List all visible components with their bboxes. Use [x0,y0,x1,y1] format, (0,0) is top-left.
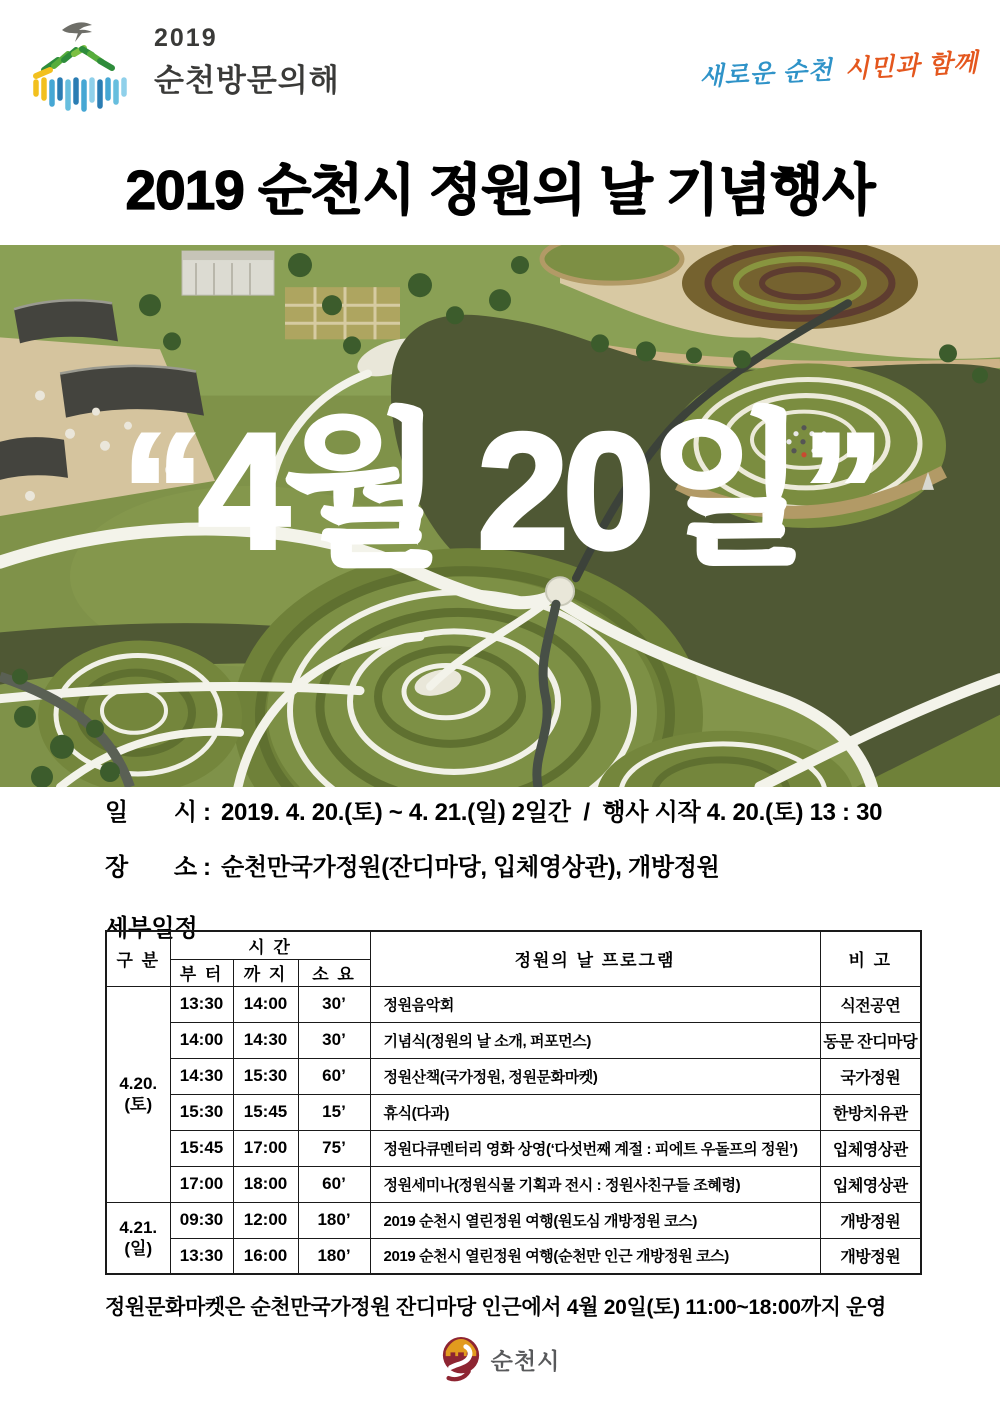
cell-note: 개방정원 [820,1238,921,1274]
table-header-row [106,931,921,959]
cell-program: 정원세미나(정원식물 기획과 전시 : 정원사친구들 조혜령) [370,1166,820,1202]
event-info [105,792,940,943]
visit-year-logo [24,16,340,112]
date-value: 2019. 4. 20.(토) ~ 4. 21.(일) 2일간 / 행사 시작 4. 20.(토) 13 : 30 [221,799,883,826]
cell-note: 개방정원 [820,1202,921,1238]
cell-from: 15:45 [170,1130,233,1166]
table-row [106,986,921,1022]
cell-from: 17:00 [170,1166,233,1202]
city-name: 순천시 [490,1347,561,1374]
cell-from: 14:30 [170,1058,233,1094]
city-slogan [698,43,979,94]
slogan-orange-text: 시민과 함께 [843,48,979,84]
header-to: 까 지 [233,959,298,986]
cell-from: 13:30 [170,1238,233,1274]
cell-from: 14:00 [170,1022,233,1058]
slogan-blue-text: 새로운 순천 [698,56,834,92]
table-row [106,1130,921,1166]
cell-duration: 15’ [298,1094,370,1130]
header-time: 시 간 [170,931,370,959]
place-colon: : [203,854,211,881]
schedule-table [105,930,922,1275]
cell-program: 기념식(정원의 날 소개, 퍼포먼스) [370,1022,820,1058]
cell-from: 13:30 [170,986,233,1022]
group-label-sun: 4.21. (일) [106,1202,170,1274]
footnote: 정원문화마켓은 순천만국가정원 잔디마당 인근에서 4월 20일(토) 11:00~18:00까지 운영 [105,1296,887,1319]
page-title: 2019 순천시 정원의 날 기념행사 [125,159,875,221]
cell-program: 정원음악회 [370,986,820,1022]
table-row [106,1022,921,1058]
cell-from: 15:30 [170,1094,233,1130]
place-label-char-1: 장 [105,854,129,881]
table-row [106,1058,921,1094]
cell-to: 15:30 [233,1058,298,1094]
visit-year-logo-icon [24,16,144,112]
cell-to: 18:00 [233,1166,298,1202]
cell-to: 17:00 [233,1130,298,1166]
cell-to: 16:00 [233,1238,298,1274]
event-date-line [105,792,940,827]
city-logo [0,1334,1000,1384]
date-label-char-2: 시 [173,799,197,826]
cell-note: 입체영상관 [820,1166,921,1202]
cell-duration: 180’ [298,1238,370,1274]
place-label-char-2: 소 [173,854,197,881]
event-place-line [105,847,940,882]
table-row [106,1202,921,1238]
cell-note: 식전공연 [820,986,921,1022]
hero-date-text: “4월 20일” [121,399,879,583]
crane-bird-icon [62,22,92,42]
cell-duration: 30’ [298,986,370,1022]
city-emblem-icon [440,1334,482,1384]
header-duration: 소 요 [298,959,370,986]
hill-strokes [36,48,112,76]
cell-to: 14:30 [233,1022,298,1058]
table-row [106,1094,921,1130]
table-row [106,1238,921,1274]
cell-program: 정원다큐멘터리 영화 상영(‘다섯번째 계절 : 피에트 우돌프의 정원’) [370,1130,820,1166]
cell-program: 2019 순천시 열린정원 여행(순천만 인근 개방정원 코스) [370,1238,820,1274]
date-colon: : [203,799,211,826]
cell-program: 2019 순천시 열린정원 여행(원도심 개방정원 코스) [370,1202,820,1238]
cell-to: 14:00 [233,986,298,1022]
cell-duration: 75’ [298,1130,370,1166]
cell-from: 09:30 [170,1202,233,1238]
cell-duration: 30’ [298,1022,370,1058]
table-row [106,1166,921,1202]
cell-to: 12:00 [233,1202,298,1238]
schedule-heading: 세부일정 [105,915,198,942]
place-value: 순천만국가정원(잔디마당, 입체영상관), 개방정원 [221,854,720,881]
cell-program: 휴식(다과) [370,1094,820,1130]
logo-name: 순천방문의해 [154,63,340,98]
header-note: 비 고 [820,931,921,986]
cell-to: 15:45 [233,1094,298,1130]
cell-note: 국가정원 [820,1058,921,1094]
water-strokes [36,80,124,109]
parterre-garden [285,287,400,339]
logo-year: 2019 [154,24,218,52]
header-group: 구 분 [106,931,170,986]
cell-duration: 60’ [298,1166,370,1202]
group-label-sat: 4.20. (토) [106,986,170,1202]
white-building-icon [182,251,274,295]
cell-duration: 60’ [298,1058,370,1094]
cell-program: 정원산책(국가정원, 정원문화마켓) [370,1058,820,1094]
header-program: 정원의 날 프로그램 [370,931,820,986]
cell-note: 한방치유관 [820,1094,921,1130]
cell-duration: 180’ [298,1202,370,1238]
date-label-char-1: 일 [105,799,129,826]
hero-photo [0,245,1000,787]
header-from: 부 터 [170,959,233,986]
cell-note: 입체영상관 [820,1130,921,1166]
cell-note: 동문 잔디마당 [820,1022,921,1058]
